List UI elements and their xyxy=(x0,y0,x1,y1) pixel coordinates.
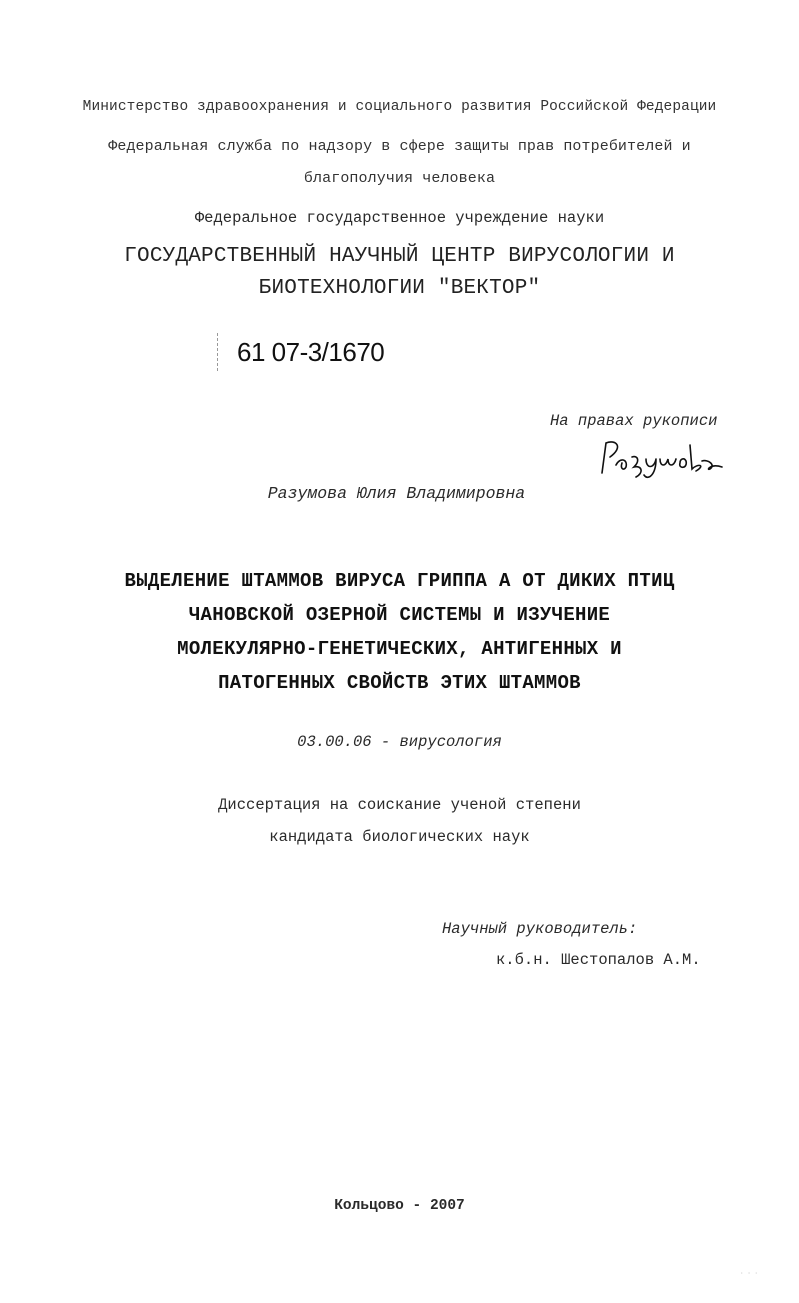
ministry-line: Министерство здравоохранения и социального развития Российской Федерации xyxy=(82,99,717,115)
supervisor-name: к.б.н. Шестопалов А.М. xyxy=(496,951,701,969)
dissertation-title-line-4: ПАТОГЕННЫХ СВОЙСТВ ЭТИХ ШТАММОВ xyxy=(218,672,581,694)
handwritten-signature xyxy=(598,435,728,480)
registry-number: 61 07-3/1670 xyxy=(237,337,385,367)
degree-line-2: кандидата биологических наук xyxy=(269,828,530,846)
federal-service-line-1: Федеральная служба по надзору в сфере защиты прав потребителей и xyxy=(108,138,691,155)
center-name-line-2: БИОТЕХНОЛОГИИ "ВЕКТОР" xyxy=(258,277,541,300)
institution-type: Федеральное государственное учреждение науки xyxy=(194,209,605,227)
dissertation-title-line-2: ЧАНОВСКОЙ ОЗЕРНОЙ СИСТЕМЫ И ИЗУЧЕНИЕ xyxy=(188,604,611,626)
place-and-year: Кольцово - 2007 xyxy=(334,1198,465,1214)
dissertation-title-line-1: ВЫДЕЛЕНИЕ ШТАММОВ ВИРУСА ГРИППА А ОТ ДИКИХ ПТИЦ xyxy=(124,570,675,592)
manuscript-rights: На правах рукописи xyxy=(550,412,718,430)
degree-line-1: Диссертация на соискание ученой степени xyxy=(218,796,581,814)
federal-service-line-2: благополучия человека xyxy=(303,170,496,187)
scan-specks: · · · xyxy=(740,1270,759,1277)
dissertation-title-line-3: МОЛЕКУЛЯРНО-ГЕНЕТИЧЕСКИХ, АНТИГЕННЫХ И xyxy=(177,638,622,660)
margin-mark xyxy=(217,333,219,371)
supervisor-label: Научный руководитель: xyxy=(442,920,638,938)
center-name-line-1: ГОСУДАРСТВЕННЫЙ НАУЧНЫЙ ЦЕНТР ВИРУСОЛОГИИ И xyxy=(124,245,675,268)
author-name: Разумова Юлия Владимировна xyxy=(267,484,526,503)
specialty-code: 03.00.06 - вирусология xyxy=(297,733,502,751)
